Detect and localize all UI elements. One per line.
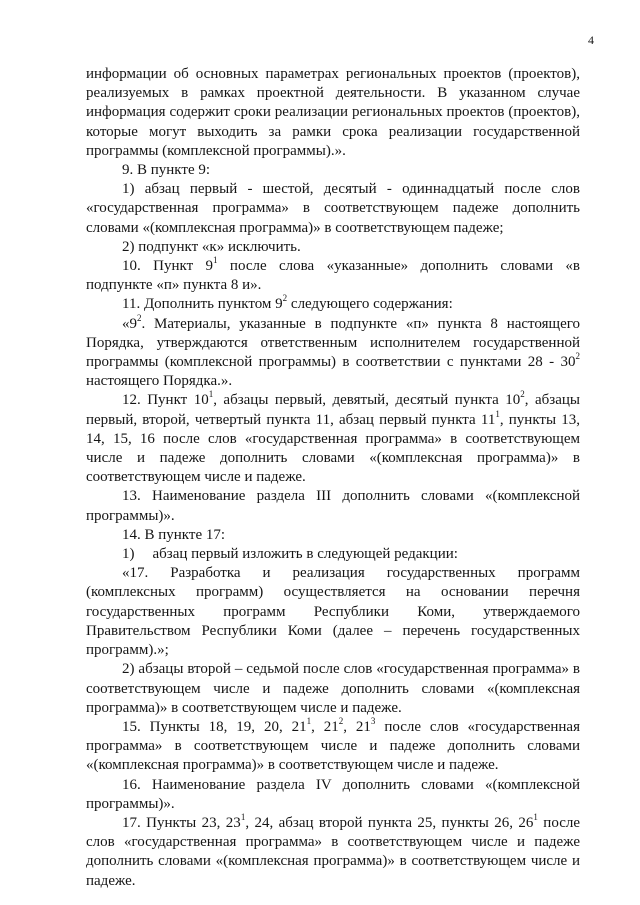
paragraph-continuation: информации об основных параметрах региональных проектов (проектов), реализуемых в рамках проектной деятельности. В указанном случае информация содержит сроки реализации региональных проектов (проектов), которые могут выходить за рамки срока реализации государственной программы (комплексной программы).».: [86, 66, 580, 159]
document-body: [86, 65, 580, 891]
paragraph-item-16: 16. Наименование раздела IV дополнить словами «(комплексной программы)».: [86, 776, 580, 812]
paragraph-item-9-sub-1: 1) абзац первый - шестой, десятый - одиннадцатый после слов «государственная программа» в соответствующем падеже дополнить словами «(комплексная программа)» в соответствующем падеже;: [86, 181, 580, 236]
paragraph-item-10: 10. Пункт $9^1$ после слова «указанные» дополнить словами «в подпункте «п» пункта 8 и».: [86, 255, 580, 294]
paragraph-quote-17: «17. Разработка и реализация государственных программ (комплексных программ) осуществляется на основании перечня государственных программ Республики Коми, утверждаемого Правительством Республики Коми (далее – перечень государственных программ).»;: [86, 565, 580, 659]
paragraph-item-15: 15. Пункты 18, 19, 20, $21^1$, $21^2$, $21^3$ после слов «государственная программа» в соответствующем числе и падеже дополнить словами «(комплексная программа)» в соответствующем числе и падеже.: [86, 715, 580, 774]
paragraph-item-14-sub-1: 1) абзац первый изложить в следующей редакции:: [122, 546, 458, 563]
page-number: 4: [588, 33, 594, 47]
paragraph-item-13: 13. Наименование раздела III дополнить словами «(комплексной программы)».: [86, 488, 580, 524]
paragraph-item-12: 12. Пункт $10^1$, абзацы первый, девятый, десятый пункта $10^2$, абзацы первый, второй, четвертый пункта 11, абзац первый пункта $11^1$, пункты 13, 14, 15, 16 после слов «государственная программа» в соответствующем числе и падеже дополнить словами «(комплексная программа)» в соответствующем числе и падеже.: [86, 389, 580, 486]
paragraph-item-14-sub-2: 2) абзацы второй – седьмой после слов «государственная программа» в соответствующем числе и падеже дополнить словами «(комплексная программа)» в соответствующем числе и падеже.: [86, 661, 580, 716]
paragraph-item-14: 14. В пункте 17:: [122, 526, 226, 543]
paragraph-item-9-sub-2: 2) подпункт «к» исключить.: [122, 238, 301, 255]
paragraph-item-11: 11. Дополнить пунктом $9^2$ следующего содержания:: [122, 293, 453, 313]
paragraph-quote-9-2: «$9^2$. Материалы, указанные в подпункте «п» пункта 8 настоящего Порядка, утверждаются ответственным исполнителем государственной программы (комплексной программы) в соответствии с пунктами $28 - 30^2$ настоящего Порядка.».: [86, 312, 580, 390]
paragraph-item-9: 9. В пункте 9:: [122, 162, 211, 179]
paragraph-item-17: 17. Пункты 23, $23^1$, 24, абзац второй пункта 25, пункты 26, $26^1$ после слов «государственная программа» в соответствующем числе и падеже дополнить словами «(комплексная программа)» в соответствующем числе и падеже.: [86, 811, 580, 889]
